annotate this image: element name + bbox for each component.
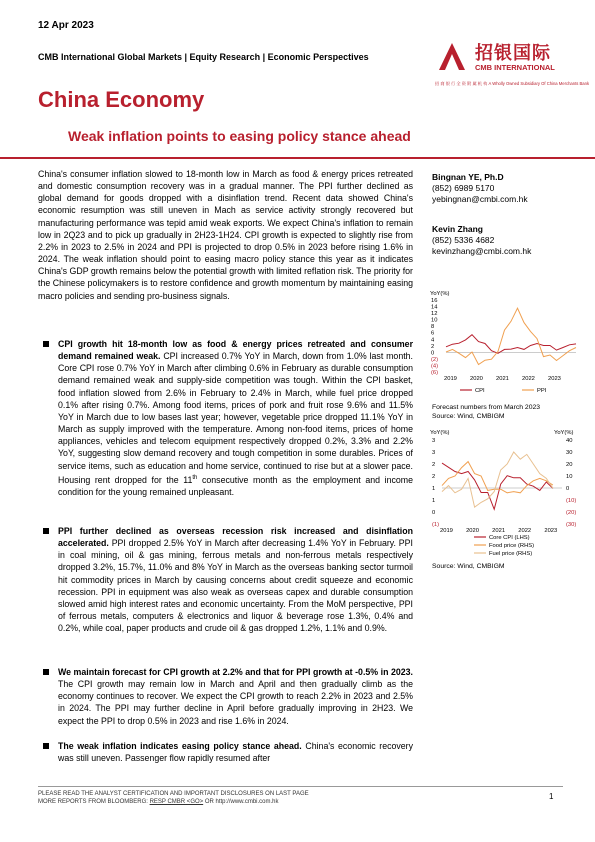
bullet-square-icon [43, 341, 49, 347]
bullet-policy [38, 740, 413, 769]
bullet-cpi [38, 338, 413, 503]
chart2-ytick-right: 40 [566, 438, 573, 444]
chart1-ytick: 12 [431, 311, 438, 318]
chart1-xtick: 2023 [548, 376, 561, 382]
chart1-ytick: (2) [431, 356, 439, 363]
footer-disclosure: PLEASE READ THE ANALYST CERTIFICATION AND IMPORTANT DISCLOSURES ON LAST PAGE [38, 791, 309, 797]
bullet-body-2: consecutive month as the employment and income condition for the young remained unpleasant. [58, 474, 413, 497]
report-date: 12 Apr 2023 [38, 20, 94, 31]
chart1-legend-label: CPI [475, 388, 485, 394]
chart1-xtick: 2021 [496, 376, 509, 382]
chart1-ytick: 14 [431, 304, 438, 311]
chart2-ylabel-right: YoY(%) [554, 430, 574, 436]
analyst-name: Bingnan YE, Ph.D [432, 172, 504, 182]
bullet-lead: We maintain forecast for CPI growth at 2.2% and that for PPI growth at -0.5% in 2023. [58, 667, 413, 677]
chart1-series-line [446, 308, 576, 364]
intro-paragraph: China's consumer inflation slowed to 18-month low in March as food & energy prices retreated and domestic consumption recovery was in a gradual manner. The PPI further declined as global demand for goods dropped with a disinflation trend. Recent data showed China's economic resumption was still uneven in Mach as service activity strongly recovered but manufacturing performance was tepid amid weak exports. We expect China's inflation to remain low in 2Q23 and to pick up gradually in 2H23-1H24. CPI growth is expected to slightly rise from 2.2% in 2023 to 2.5% in 2024 and PPI is projected to drop 0.5% in 2023 before rising 1.6% in 2024. The weak inflation should point to easing macro policy stance this year as it indicates China's GDP growth remains below the potential growth with limited reflation risk. The priority for the Chinese policymakers is to restore confidence and growth momentum by maintaining easing macro policies and sending pro-business signals. [38, 169, 413, 301]
bullet-square-icon [43, 743, 49, 749]
chart1-ytick: (4) [431, 363, 439, 370]
chart2-xtick: 2019 [440, 528, 453, 534]
bullet-body: China's economic recovery was still uneven. Passenger flow rapidly resumed after [58, 741, 413, 764]
chart2-ytick-left: 2 [432, 474, 436, 480]
chart1-notes [432, 403, 540, 421]
analyst-card [432, 172, 528, 205]
footer-website: OR http://www.cmbi.com.hk [203, 799, 279, 805]
analyst-email[interactable]: kevinzhang@cmbi.com.hk [432, 246, 532, 256]
chart2-xtick: 2020 [466, 528, 479, 534]
title-rule [0, 157, 595, 159]
chart2-ytick-right: 10 [566, 474, 573, 480]
chart2-ytick-left: (1) [432, 522, 440, 528]
bullet-sup: th [192, 474, 198, 481]
chart2-legend-label: Fuel price (RHS) [489, 551, 533, 557]
bloomberg-link[interactable]: RESP CMBR <GO> [149, 799, 204, 805]
chart2-xtick: 2022 [518, 528, 532, 534]
chart2-ytick-left: 0 [432, 510, 436, 516]
logo-subtitle: 招 商 银 行 全 资 附 属 机 构 A Wholly Owned Subsidiary Of China Merchants Bank [435, 81, 590, 86]
chart2-ytick-right: (20) [566, 510, 577, 516]
cpi-ppi-chart [430, 288, 580, 400]
analyst-email[interactable]: yebingnan@cmbi.com.hk [432, 194, 528, 204]
bullet-square-icon [43, 669, 49, 675]
footer-more-reports: MORE REPORTS FROM BLOOMBERG: [38, 799, 150, 805]
chart1-xtick: 2020 [470, 376, 483, 382]
report-subtitle: Weak inflation points to easing policy stance ahead [68, 128, 411, 144]
chart1-ytick: 6 [431, 330, 435, 337]
bullet-lead: PPI further declined as overseas recession risk increased and disinflation accelerated. [58, 526, 413, 549]
chart1-legend-label: PPI [537, 388, 547, 394]
chart1-xtick: 2022 [522, 376, 535, 382]
chart2-xtick: 2023 [544, 528, 558, 534]
chart1-series-line [446, 335, 576, 354]
cmbi-logo [435, 38, 590, 92]
header-line: CMB International Global Markets | Equity Research | Economic Perspectives [38, 52, 369, 62]
analyst-phone: (852) 5336 4682 [432, 235, 495, 245]
chart2-ytick-left: 3 [432, 450, 436, 456]
chart1-note: Forecast numbers from March 2023 [432, 404, 541, 411]
chart2-ytick-right: 30 [566, 450, 573, 456]
chart2-ylabel-left: YoY(%) [430, 430, 450, 436]
chart1-ytick: 16 [431, 298, 438, 304]
page-number: 1 [549, 792, 554, 801]
report-title: China Economy [38, 87, 205, 112]
chart2-xtick: 2021 [492, 528, 506, 534]
chart2-ytick-left: 2 [432, 462, 436, 468]
footer [38, 790, 309, 806]
chart1-ytick: (6) [431, 370, 439, 376]
bullet-ppi [38, 525, 413, 639]
chart1-ytick: 2 [431, 343, 435, 350]
chart1-xtick: 2019 [444, 376, 457, 382]
chart2-ytick-right: (30) [566, 522, 577, 528]
bullet-body: The CPI growth may remain low in March and April and then gradually climb as the economy continues to recover. We expect the CPI growth to reach 2.2% in 2023 and 2.5% in 2024. The PPI may further decline in April before gradually improving in 2H23. We expect the PPI to drop 0.5% in 2023 and rise 1.6% in 2024. [58, 679, 413, 726]
bullet-square-icon [43, 528, 49, 534]
chart1-ytick: 10 [431, 317, 438, 324]
chart1-ytick: 8 [431, 324, 435, 331]
footer-rule [38, 786, 563, 787]
logo-english-name: CMB INTERNATIONAL [475, 63, 555, 72]
logo-chinese-name: 招银国际 [475, 43, 551, 64]
chart2-source: Source: Wind, CMBIGM [432, 563, 505, 570]
bullet-body: PPI dropped 2.5% YoY in March after decreasing 1.4% YoY in February. PPI in coal mining, oil & gas mining, ferrous metals and non-ferrous metals respectively dropped 3.2%, 15.7%, 11.0% and 8% YoY in March as the overseas banking sector turmoil hit commodity prices in March by causing concerns about credit squeeze and economic recession. PPI in equipment was also weak as overseas capex and durable consumption slowed amid high interest rates and economic uncertainty. From the MoM perspective, PPI of ferrous metals, computers & electronics and liquor & beverage rose 1.3%, 0.4% and 0.2%, while coal, paper products and crude oil & gas dropped 1.2%, 1.1% and 0.9%. [58, 538, 413, 634]
analyst-phone: (852) 6989 5170 [432, 183, 495, 193]
chart2-legend-label: Food price (RHS) [489, 543, 535, 549]
analyst-card [432, 224, 531, 257]
chart1-ylabel: YoY(%) [430, 291, 450, 297]
chart2-ytick-right: (10) [566, 498, 577, 504]
core-cpi-food-fuel-chart [430, 426, 580, 571]
chart2-series-line [442, 463, 553, 509]
logo-mark-icon [435, 40, 469, 74]
bullet-lead: The weak inflation indicates easing policy stance ahead. [58, 741, 302, 751]
chart1-ytick: 0 [431, 350, 435, 357]
bullet-lead: CPI growth hit 18-month low as food & energy prices retreated and consumer demand remained weak. [58, 339, 413, 362]
analyst-name: Kevin Zhang [432, 224, 484, 234]
chart1-ytick: 4 [431, 337, 435, 344]
bullet-body: CPI increased 0.7% YoY in March, down from 1.0% last month. Core CPI rose 0.7% YoY in March after climbing 0.6% in February as durable consumption demand remained weak and supply-side competition was tough. Within the CPI basket, food inflation slowed from 2.6% in February to 2.4% in March, while fuel price dropped 0.1% after rising 0.7%. Among food items, prices of pork and fruit rose 9.6% and 11.5% YoY in March due to low bases last year; however, vegetable price dropped 11.1% YoY in March as supply improved with the temperature. Among non-food items, prices of home appliances, vehicles and telecom equipment respectively dropped 0.2%, 3.3% and 2.2% YoY, suggesting slow demand recovery and tough competition in some durables. Prices of service items, such as education and home service, continued to rise but at a slower pace. Housing rent dropped for the 11 [58, 351, 414, 485]
chart2-ytick-left: 3 [432, 438, 436, 444]
chart2-ytick-left: 1 [432, 486, 436, 492]
bullet-forecast [38, 666, 413, 732]
chart2-legend-label: Core CPI (LHS) [489, 535, 530, 541]
chart2-ytick-left: 1 [432, 498, 436, 504]
chart2-ytick-right: 20 [566, 462, 573, 468]
chart2-ytick-right: 0 [566, 486, 570, 492]
chart1-source: Source: Wind, CMBIGM [432, 413, 505, 420]
